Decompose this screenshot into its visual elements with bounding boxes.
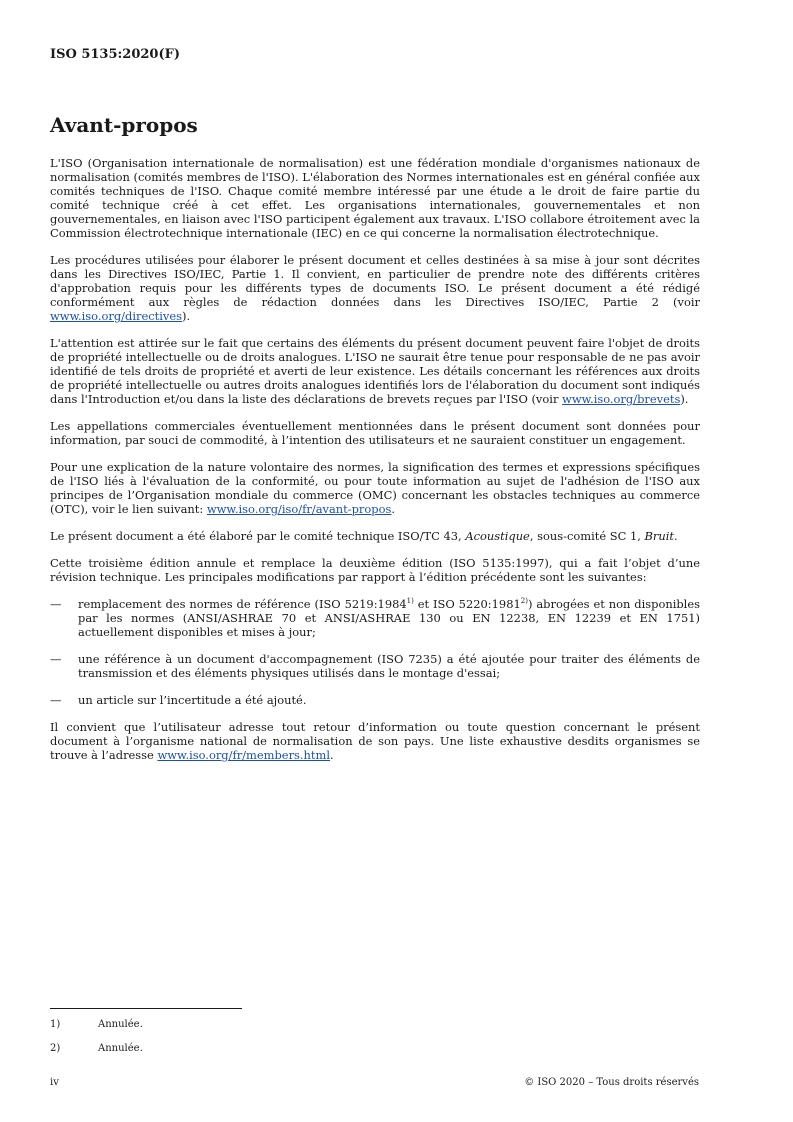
footnote-ref[interactable]: 2) <box>520 597 528 606</box>
footnote-text: Annulée. <box>98 1019 143 1030</box>
committee-title: Acoustique <box>465 529 530 543</box>
members-link[interactable]: www.iso.org/fr/members.html <box>157 748 331 762</box>
section-title: Avant-propos <box>50 113 198 137</box>
list-item <box>50 693 700 707</box>
paragraph-end: ). <box>182 309 191 323</box>
directives-link[interactable]: www.iso.org/directives <box>50 309 182 323</box>
list-item <box>50 597 700 639</box>
foreword-link[interactable]: www.iso.org/iso/fr/avant-propos <box>206 502 392 516</box>
paragraph-text: , sous-comité SC 1, <box>529 529 645 543</box>
paragraph-procedures <box>50 253 700 323</box>
paragraph-end: . <box>391 502 396 516</box>
dash-bullet: — <box>50 693 62 707</box>
paragraph-end: . <box>674 529 678 543</box>
paragraph-end: ). <box>680 392 689 406</box>
changes-list <box>50 597 700 707</box>
paragraph-text: Pour une explication de la nature volontaire des normes, la signification des termes et expressions spécifiques de l'ISO liés à l'évaluation de la conformité, ou pour toute information au sujet de l'adhésion de l'ISO aux principes de l’Organisation mondiale du commerce (OMC) concernant les obstacles techniques au commerce (OTC), voir le lien suivant: <box>50 460 700 516</box>
patents-link[interactable]: www.iso.org/brevets <box>562 392 681 406</box>
list-item-text: une référence à un document d'accompagnement (ISO 7235) a été ajoutée pour traiter des éléments de transmission et des éléments physiques utilisés dans le montage d'essai; <box>78 652 700 680</box>
footnote-number: 2) <box>50 1043 61 1054</box>
list-item-text: et ISO 5220:1981 <box>413 597 521 611</box>
footnote-ref[interactable]: 1) <box>406 597 414 606</box>
page-number: iv <box>50 1077 59 1088</box>
paragraph-voluntary-nature <box>50 460 700 516</box>
paragraph-edition: Cette troisième édition annule et remplace la deuxième édition (ISO 5135:1997), qui a fait l’objet d’une révision technique. Les principales modifications par rapport à l’édition précédente sont les suivantes: <box>50 556 700 584</box>
list-item-text: ) abrogées et non disponibles par les normes (ANSI/ASHRAE 70 et ANSI/ASHRAE 130 ou EN 12238, EN 12239 et EN 1751) actuellement disponibles et mises à jour; <box>78 597 700 639</box>
footnote-divider <box>50 1008 242 1009</box>
dash-bullet: — <box>50 652 62 666</box>
paragraph-text: Le présent document a été élaboré par le comité technique ISO/TC 43, <box>50 529 466 543</box>
list-item <box>50 652 700 680</box>
foreword-body <box>50 156 700 775</box>
paragraph-text: L'attention est attirée sur le fait que certains des éléments du présent document peuvent faire l'objet de droits de propriété intellectuelle ou de droits analogues. L'ISO ne saurait être tenue pour responsable de ne pas avoir identifié de tels droits de propriété et averti de leur existence. Les détails concernant les références aux droits de propriété intellectuelle ou autres droits analogues identifiés lors de l'élaboration du document sont indiqués dans l'Introduction et/ou dans la liste des déclarations de brevets reçues par l'ISO (voir <box>50 336 700 406</box>
subcommittee-title: Bruit <box>644 529 675 543</box>
copyright-notice: © ISO 2020 – Tous droits réservés <box>524 1077 699 1088</box>
paragraph-committee <box>50 529 700 543</box>
footnote-1 <box>50 1019 143 1030</box>
paragraph-trade-names: Les appellations commerciales éventuellement mentionnées dans le présent document sont données pour information, par souci de commodité, à l’intention des utilisateurs et ne sauraient constituer un engagement. <box>50 419 700 447</box>
dash-bullet: — <box>50 597 62 611</box>
footnote-text: Annulée. <box>98 1043 143 1054</box>
footnote-2 <box>50 1043 143 1054</box>
paragraph-text: Il convient que l’utilisateur adresse tout retour d’information ou toute question concernant le présent document à l’organisme national de normalisation de son pays. Une liste exhaustive desdits organismes se trouve à l’adresse <box>50 720 700 762</box>
paragraph-iso-intro: L'ISO (Organisation internationale de normalisation) est une fédération mondiale d'organismes nationaux de normalisation (comités membres de l'ISO). L'élaboration des Normes internationales est en général confiée aux comités techniques de l'ISO. Chaque comité membre intéressé par une étude a le droit de faire partie du comité technique créé à cet effet. Les organisations internationales, gouvernementales et non gouvernementales, en liaison avec l'ISO participent également aux travaux. L'ISO collabore étroitement avec la Commission électrotechnique internationale (IEC) en ce qui concerne la normalisation électrotechnique. <box>50 156 700 240</box>
paragraph-end: . <box>330 748 334 762</box>
footnote-number: 1) <box>50 1019 61 1030</box>
document-identifier: ISO 5135:2020(F) <box>50 47 181 62</box>
paragraph-patents <box>50 336 700 406</box>
paragraph-feedback <box>50 720 700 762</box>
list-item-text: remplacement des normes de référence (ISO 5219:1984 <box>78 597 407 611</box>
paragraph-text: Les procédures utilisées pour élaborer le présent document et celles destinées à sa mise à jour sont décrites dans les Directives ISO/IEC, Partie 1. Il convient, en particulier de prendre note des différents critères d'approbation requis pour les différents types de documents ISO. Le présent document a été rédigé conformément aux règles de rédaction données dans les Directives ISO/IEC, Partie 2 (voir <box>50 253 700 309</box>
list-item-text: un article sur l’incertitude a été ajouté. <box>78 693 307 707</box>
